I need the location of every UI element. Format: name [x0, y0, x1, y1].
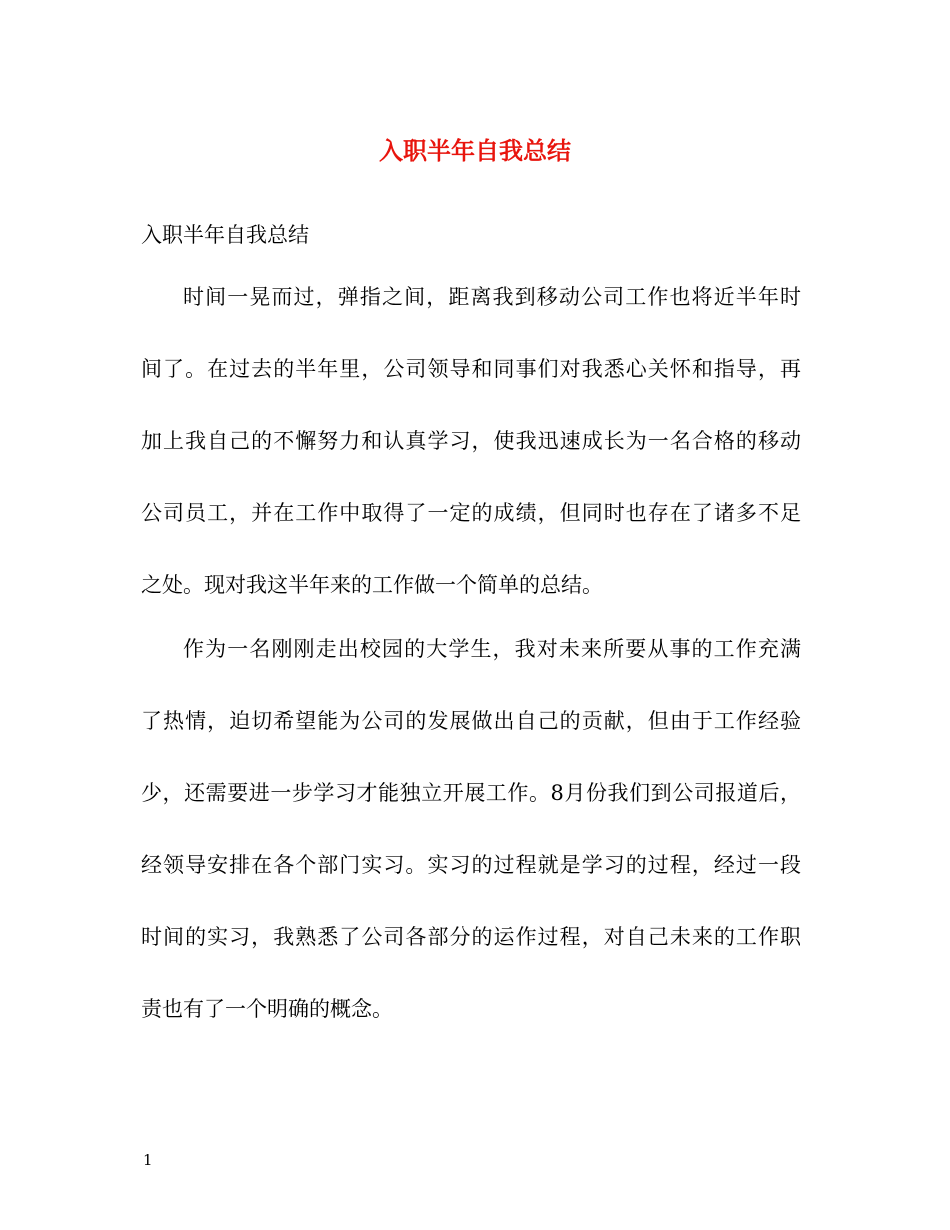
paragraph-line: 时间一晃而过，弹指之间，距离我到移动公司工作也将近半年时	[183, 285, 801, 309]
document-title: 入职半年自我总结	[379, 136, 571, 165]
paragraph-line: 经领导安排在各个部门实习。实习的过程就是学习的过程，经过一段	[141, 853, 801, 877]
paragraph-line: 加上我自己的不懈努力和认真学习，使我迅速成长为一名合格的移动	[141, 429, 801, 453]
paragraph-line: 少，还需要进一步学习才能独立开展工作。8月份我们到公司报道后，	[141, 781, 801, 805]
paragraph-line: 作为一名刚刚走出校园的大学生，我对未来所要从事的工作充满	[183, 637, 801, 661]
paragraph-line: 了热情，迫切希望能为公司的发展做出自己的贡献，但由于工作经验	[141, 709, 801, 733]
paragraph-line: 之处。现对我这半年来的工作做一个简单的总结。	[141, 573, 603, 597]
paragraph-line: 时间的实习，我熟悉了公司各部分的运作过程，对自己未来的工作职	[141, 925, 801, 949]
paragraph-line: 责也有了一个明确的概念。	[141, 997, 393, 1021]
page-number: 1	[143, 1151, 153, 1169]
paragraph-line: 公司员工，并在工作中取得了一定的成绩，但同时也存在了诸多不足	[141, 501, 801, 525]
document-subtitle: 入职半年自我总结	[141, 223, 309, 247]
paragraph-line: 间了。在过去的半年里，公司领导和同事们对我悉心关怀和指导，再	[141, 357, 801, 381]
